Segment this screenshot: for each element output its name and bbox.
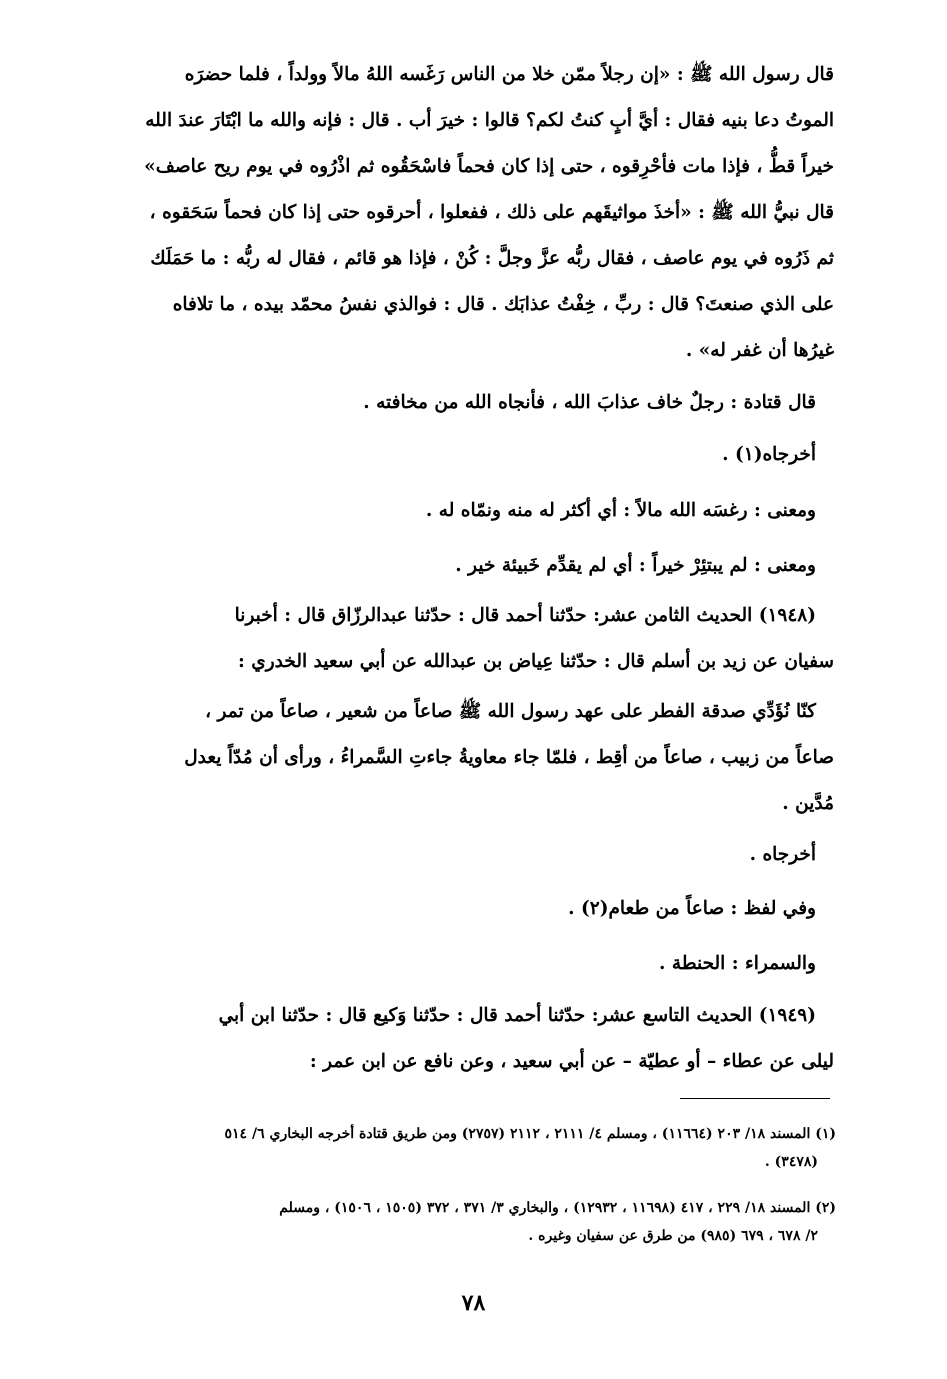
variant-note bbox=[96, 886, 834, 932]
text-line: والسمراء : الحنطة . bbox=[659, 953, 816, 974]
hadith-number: (١٩٤٨) bbox=[758, 605, 816, 626]
text-line: وفي لفظ : صاعاً من طعام(٢) . bbox=[568, 898, 816, 919]
hadith-1948-text bbox=[96, 689, 834, 827]
takhrij-note bbox=[96, 432, 834, 478]
text-line: مُدَّين . bbox=[782, 793, 834, 814]
takhrij-note-2 bbox=[96, 832, 834, 878]
hadith-title: الحديث التاسع عشر: bbox=[591, 1005, 753, 1026]
text-line: أخرجاه(١) . bbox=[722, 444, 816, 465]
hadith-title: الحديث الثامن عشر: bbox=[593, 605, 753, 626]
text-line: كنّا نُؤَدِّي صدقة الفطر على عهد رسول الله ﷺ صاعاً من شعير ، صاعاً من تمر ، bbox=[205, 701, 816, 722]
hadith-1948-header bbox=[96, 593, 834, 685]
text-line: ومعنى : رغسَه الله مالاً : أي أكثر له منه ونمّاه له . bbox=[425, 500, 816, 521]
meaning-note-2 bbox=[96, 543, 834, 589]
text-line: ثم ذَرُوه في يوم عاصف ، فقال ربُّه عزَّ وجلَّ : كُنْ ، فإذا هو قائم ، فقال له ربُّه : ما حَمَلَك bbox=[150, 248, 834, 269]
text-line: الموتُ دعا بنيه فقال : أيَّ أبٍ كنتُ لكم؟ قالوا : خيرَ أب . قال : فإنه والله ما ابْتَارَ عندَ الله bbox=[145, 110, 834, 131]
meaning-note-1 bbox=[96, 488, 834, 534]
hadith-paragraph-1 bbox=[96, 52, 834, 374]
footnote-2 bbox=[96, 1194, 836, 1250]
qatada-note bbox=[96, 380, 834, 426]
text-line: قال نبيُّ الله ﷺ : «أخذَ مواثيقَهم على ذلك ، ففعلوا ، أحرقوه حتى إذا كان فحماً سَحَقوه ، bbox=[149, 202, 834, 223]
footnote-line: ٢/ ٦٧٨ ، ٦٧٩ (٩٨٥) من طرق عن سفيان وغيره . bbox=[528, 1228, 818, 1244]
footnote-line: (٢) المسند ١٨/ ٢٢٩ ، ٤١٧ (١١٦٩٨ ، ١٢٩٣٢) ، والبخاري ٣/ ٣٧١ ، ٣٧٢ (١٥٠٥ ، ١٥٠٦) ، ومسلم bbox=[279, 1200, 836, 1216]
text-line: أخرجاه . bbox=[749, 844, 816, 865]
isnad-text: حدّثنا أحمد قال : حدّثنا وَكيع قال : حدّثنا ابن أبي bbox=[218, 1005, 586, 1026]
footnote-line: (١) المسند ١٨/ ٢٠٣ (١١٦٦٤) ، ومسلم ٤/ ٢١١١ ، ٢١١٢ (٢٧٥٧) ومن طريق قتادة أخرجه البخاري ٦/ ٥١٤ bbox=[224, 1126, 836, 1142]
text-line: صاعاً من زبيب ، صاعاً من أقِط ، فلمّا جاء معاويةُ جاءتِ السَّمراءُ ، ورأى أن مُدّاً يعدل bbox=[184, 747, 834, 768]
text-line: قال رسول الله ﷺ : «إن رجلاً ممّن خلا من الناس رَغَسه اللهُ مالاً وولداً ، فلما حضرَه bbox=[184, 64, 834, 85]
text-line: خيراً قطُّ ، فإذا مات فأحْرِقوه ، حتى إذا كان فحماً فاسْحَقُوه ثم اذْرُوه في يوم ريح عاصف» bbox=[144, 156, 834, 177]
text-line: سفيان عن زيد بن أسلم قال : حدّثنا عِياض بن عبدالله عن أبي سعيد الخدري : bbox=[238, 651, 834, 672]
text-line: على الذي صنعتَ؟ قال : ربِّ ، خِفْتُ عذابَك . قال : فوالذي نفسُ محمّد بيده ، ما تلافاه bbox=[172, 294, 834, 315]
text-line bbox=[96, 993, 834, 1039]
hadith-number: (١٩٤٩) bbox=[758, 1005, 816, 1026]
page-number: ٧٨ bbox=[461, 1290, 486, 1316]
text-line bbox=[96, 593, 834, 639]
text-line: قال قتادة : رجلٌ خاف عذابَ الله ، فأنجاه الله من مخافته . bbox=[363, 392, 816, 413]
footnote-divider bbox=[680, 1098, 830, 1099]
hadith-1949-header bbox=[96, 993, 834, 1085]
isnad-text: حدّثنا أحمد قال : حدّثنا عبدالرزّاق قال : أخبرنا bbox=[234, 605, 587, 626]
text-line: غيرُها أن غفر له» . bbox=[685, 340, 834, 361]
text-line: ليلى عن عطاء – أو عطيّة – عن أبي سعيد ، وعن نافع عن ابن عمر : bbox=[309, 1051, 834, 1072]
footnote-line: (٣٤٧٨) . bbox=[764, 1154, 818, 1170]
text-line: ومعنى : لم يبتئِرْ خيراً : أي لم يقدِّم خَبيئة خير . bbox=[455, 555, 816, 576]
definition-note bbox=[96, 941, 834, 987]
footnote-1 bbox=[96, 1120, 836, 1176]
